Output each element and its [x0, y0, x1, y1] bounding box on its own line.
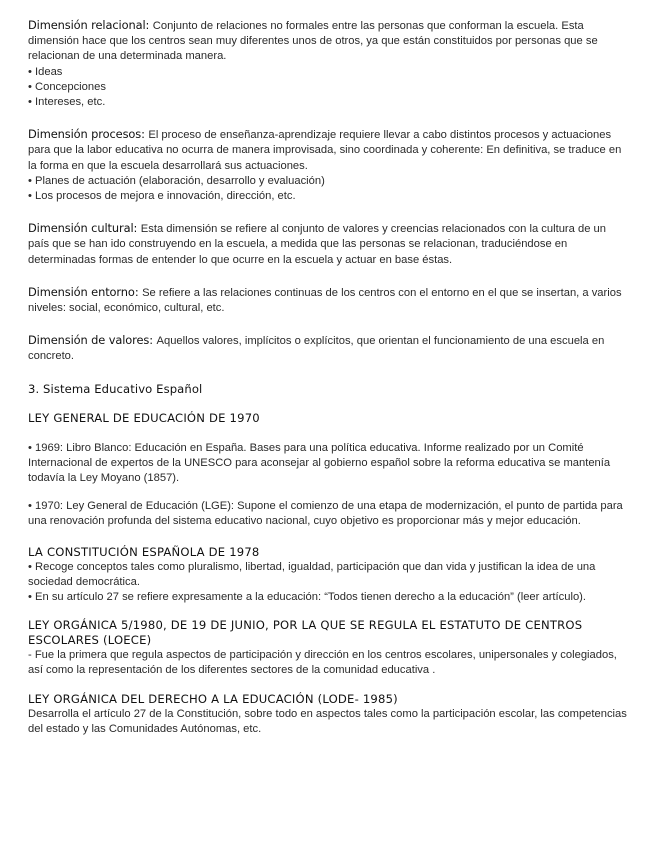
list-item: • Intereses, etc.	[28, 95, 630, 110]
lode-heading: LEY ORGÁNICA DEL DERECHO A LA EDUCACIÓN (LODE- 1985)	[28, 691, 398, 706]
list-item: • Planes de actuación (elaboración, desarrollo y evaluación)	[28, 174, 630, 189]
section-title: 3. Sistema Educativo Español	[28, 381, 203, 396]
dimension-text: Se refiere a las relaciones continuas de los centros con el entorno en el que se insertan, a varios niveles: social, económico, cultural, etc.	[28, 286, 622, 315]
dimension-paragraph: Dimensión entorno: Se refiere a las relaciones continuas de los centros con el entorno en el que se insertan, a varios niveles: social, económico, cultural, etc.	[28, 284, 622, 315]
dimension-term: Dimensión entorno	[28, 284, 135, 299]
dimension-term: Dimensión procesos	[28, 127, 142, 142]
list-item: • Concepciones	[28, 80, 630, 95]
lge-p1-block	[28, 441, 630, 487]
dimension-procesos	[28, 127, 630, 204]
dimension-term: Dimensión relacional	[28, 18, 146, 32]
dimension-term: Dimensión de valores	[28, 333, 150, 348]
dimension-paragraph: Dimensión de valores: Aquellos valores, implícitos o explícitos, que orientan el funcionamiento de una escuela en concreto.	[28, 333, 605, 363]
dimension-paragraph: Dimensión relacional: Conjunto de relaciones no formales entre las personas que conforman la escuela. Esta dimensión hace que los centros sean muy diferentes unos de otros, ya que están constituidos por personas que se relacionan de una determinada manera.	[28, 18, 598, 63]
lge-heading-block	[28, 411, 630, 426]
constitucion-paragraph-1: • Recoge conceptos tales como pluralismo, libertad, igualdad, participación que dan vida y justifican la idea de una sociedad democrática.	[28, 560, 596, 588]
lode-section	[28, 692, 630, 737]
lge-paragraph-1: • 1969: Libro Blanco: Educación en España. Bases para una política educativa. Informe realizado por un Comité Internacional de expertos de la UNESCO para aconsejar al gobierno español sobre la reforma educativa se mantenía todavía la Ley Moyano (1857).	[28, 441, 611, 485]
section-title-block	[28, 382, 630, 397]
dimension-paragraph: Dimensión procesos: El proceso de enseñanza-aprendizaje requiere llevar a cabo distintos procesos y actuaciones para que la labor educativa no ocurra de manera improvisada, sino coordinada y coherente: En definitiva, se traduce en la forma en que la escuela desarrollará sus actuaciones.	[28, 127, 622, 172]
dimension-cultural	[28, 221, 630, 268]
dimension-relacional	[28, 18, 630, 110]
document-page	[28, 18, 630, 754]
dimension-entorno	[28, 285, 630, 316]
dimension-valores	[28, 333, 630, 364]
dimension-text: Esta dimensión se refiere al conjunto de valores y creencias relacionados con la cultura de un país que se han ido construyendo en la escuela, a medida que las personas se relacionan, traduciéndose en determinadas formas de entender lo que ocurre en la escuela y actuar en base éstas.	[28, 223, 606, 266]
loece-section	[28, 618, 630, 678]
dimension-text: Conjunto de relaciones no formales entre las personas que conforman la escuela. Esta dimensión hace que los centros sean muy diferentes unos de otros, ya que están constituidos por personas que se relacionan de una determinada manera.	[28, 20, 598, 63]
loece-paragraph: - Fue la primera que regula aspectos de participación y dirección en los centros escolares, unipersonales y colegiados, así como la representación de los diferentes sectores de la comunidad educativa .	[28, 649, 617, 677]
constitucion-heading: LA CONSTITUCIÓN ESPAÑOLA DE 1978	[28, 544, 260, 559]
dimension-term: Dimensión cultural	[28, 221, 134, 236]
lge-paragraph-2: • 1970: Ley General de Educación (LGE): Supone el comienzo de una etapa de modernización, el punto de partida para una renovación profunda del sistema educativo nacional, cuyo objetivo es proporcionar más y mejor educación.	[28, 500, 623, 528]
dimension-text: Aquellos valores, implícitos o explícitos, que orientan el funcionamiento de una escuela en concreto.	[28, 335, 605, 363]
lge-heading: LEY GENERAL DE EDUCACIÓN DE 1970	[28, 410, 260, 425]
list-item: • Los procesos de mejora e innovación, dirección, etc.	[28, 189, 630, 204]
loece-heading: LEY ORGÁNICA 5/1980, DE 19 DE JUNIO, POR LA QUE SE REGULA EL ESTATUTO DE CENTROS ESCOLARES (LOECE)	[28, 618, 583, 648]
constitucion-section	[28, 545, 630, 606]
dimension-paragraph: Dimensión cultural: Esta dimensión se refiere al conjunto de valores y creencias relacionados con la cultura de un país que se han ido construyendo en la escuela, a medida que las personas se relacionan, traduciéndose en determinadas formas de entender lo que ocurre en la escuela y actuar en base éstas.	[28, 221, 606, 266]
list-item: • Ideas	[28, 65, 630, 80]
constitucion-paragraph-2: • En su artículo 27 se refiere expresamente a la educación: “Todos tienen derecho a la educación” (leer artículo).	[28, 591, 587, 604]
lge-p2-block	[28, 499, 630, 529]
lode-paragraph: Desarrolla el artículo 27 de la Constitución, sobre todo en aspectos tales como la participación escolar, las competencias del estado y las Comunidades Autónomas, etc.	[28, 707, 627, 735]
dimension-text: El proceso de enseñanza-aprendizaje requiere llevar a cabo distintos procesos y actuaciones para que la labor educativa no ocurra de manera improvisada, sino coordinada y coherente: En definitiva, se traduce en la forma en que la escuela desarrollará sus actuaciones.	[28, 129, 622, 172]
dimension-list	[28, 174, 630, 204]
dimension-list	[28, 65, 630, 111]
